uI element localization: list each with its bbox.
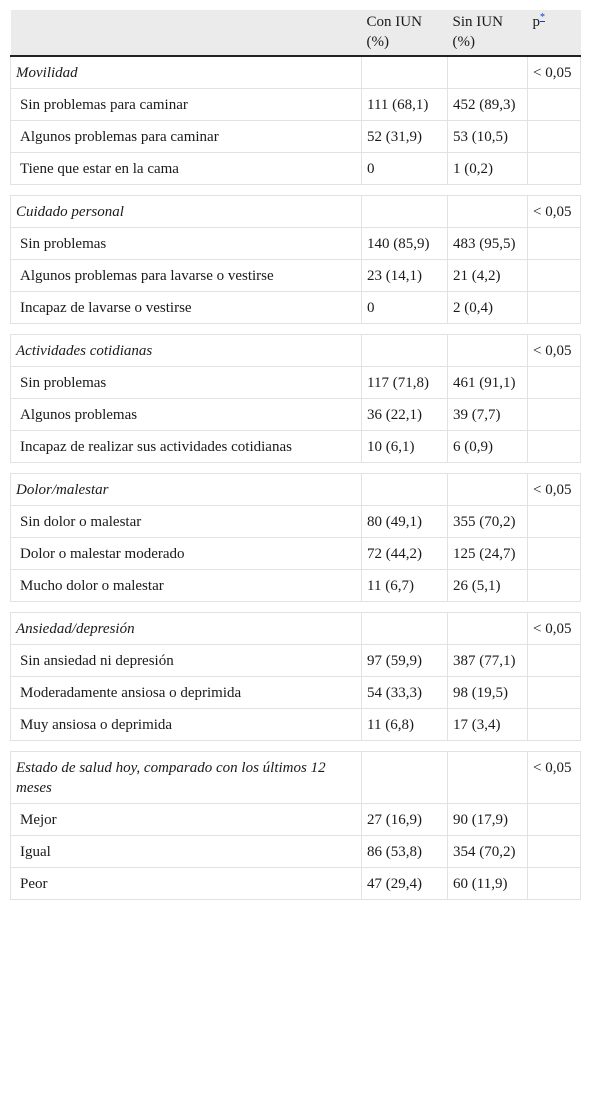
section-sin-cell (448, 752, 528, 804)
con-iun-value: 86 (53,8) (362, 836, 448, 868)
p-value-cell (528, 804, 581, 836)
sin-iun-value: 452 (89,3) (448, 89, 528, 121)
header-p-label: p (532, 14, 540, 30)
table-row (11, 836, 581, 868)
spacer-cell (448, 185, 528, 196)
section-sin-cell (448, 335, 528, 367)
table-row (11, 153, 581, 185)
spacer-cell (362, 463, 448, 474)
table-row (11, 121, 581, 153)
spacer-cell (448, 463, 528, 474)
row-label: Sin ansiedad ni depresión (11, 645, 362, 677)
sin-iun-value: 387 (77,1) (448, 645, 528, 677)
p-value-cell (528, 228, 581, 260)
table-row (11, 506, 581, 538)
p-value-cell (528, 292, 581, 324)
p-value-cell (528, 538, 581, 570)
row-label: Peor (11, 868, 362, 900)
row-label: Sin problemas (11, 367, 362, 399)
sin-iun-value: 354 (70,2) (448, 836, 528, 868)
sin-iun-value: 6 (0,9) (448, 431, 528, 463)
table-row (11, 292, 581, 324)
section-sin-cell (448, 474, 528, 506)
row-label: Algunos problemas para caminar (11, 121, 362, 153)
con-iun-value: 117 (71,8) (362, 367, 448, 399)
table-body (11, 56, 581, 900)
section-con-cell (362, 474, 448, 506)
con-iun-value: 27 (16,9) (362, 804, 448, 836)
section-p-value: < 0,05 (528, 752, 581, 804)
spacer-cell (362, 741, 448, 752)
con-iun-value: 10 (6,1) (362, 431, 448, 463)
spacer-cell (528, 185, 581, 196)
section-title: Movilidad (11, 56, 362, 89)
sin-iun-value: 355 (70,2) (448, 506, 528, 538)
p-value-cell (528, 260, 581, 292)
con-iun-value: 0 (362, 153, 448, 185)
p-value-cell (528, 868, 581, 900)
p-value-cell (528, 121, 581, 153)
spacer-cell (448, 324, 528, 335)
con-iun-value: 72 (44,2) (362, 538, 448, 570)
section-spacer (11, 463, 581, 474)
row-label: Sin problemas (11, 228, 362, 260)
table-row (11, 570, 581, 602)
table-row (11, 804, 581, 836)
row-label: Moderadamente ansiosa o deprimida (11, 677, 362, 709)
spacer-cell (11, 602, 362, 613)
section-row (11, 474, 581, 506)
sin-iun-value: 483 (95,5) (448, 228, 528, 260)
sin-iun-value: 39 (7,7) (448, 399, 528, 431)
section-spacer (11, 185, 581, 196)
section-title: Ansiedad/depresión (11, 613, 362, 645)
con-iun-value: 23 (14,1) (362, 260, 448, 292)
header-sin-iun: Sin IUN (%) (448, 10, 528, 56)
section-spacer (11, 602, 581, 613)
sin-iun-value: 21 (4,2) (448, 260, 528, 292)
spacer-cell (448, 602, 528, 613)
con-iun-value: 140 (85,9) (362, 228, 448, 260)
table-row (11, 89, 581, 121)
con-iun-value: 47 (29,4) (362, 868, 448, 900)
table-row (11, 399, 581, 431)
section-title: Actividades cotidianas (11, 335, 362, 367)
section-title: Cuidado personal (11, 196, 362, 228)
section-row (11, 196, 581, 228)
row-label: Algunos problemas para lavarse o vestirse (11, 260, 362, 292)
section-spacer (11, 741, 581, 752)
con-iun-value: 11 (6,7) (362, 570, 448, 602)
header-p-value (528, 10, 581, 56)
row-label: Mucho dolor o malestar (11, 570, 362, 602)
spacer-cell (362, 324, 448, 335)
p-value-cell (528, 89, 581, 121)
footnote-link[interactable]: * (540, 12, 545, 23)
header-dimension (11, 10, 362, 56)
row-label: Dolor o malestar moderado (11, 538, 362, 570)
section-p-value: < 0,05 (528, 474, 581, 506)
table-row (11, 868, 581, 900)
spacer-cell (11, 185, 362, 196)
section-row (11, 56, 581, 89)
table-row (11, 260, 581, 292)
sin-iun-value: 53 (10,5) (448, 121, 528, 153)
row-label: Incapaz de lavarse o vestirse (11, 292, 362, 324)
p-value-cell (528, 506, 581, 538)
spacer-cell (528, 602, 581, 613)
sin-iun-value: 1 (0,2) (448, 153, 528, 185)
p-value-cell (528, 570, 581, 602)
con-iun-value: 0 (362, 292, 448, 324)
row-label: Muy ansiosa o deprimida (11, 709, 362, 741)
con-iun-value: 52 (31,9) (362, 121, 448, 153)
section-row (11, 335, 581, 367)
table-row (11, 677, 581, 709)
section-con-cell (362, 335, 448, 367)
section-sin-cell (448, 613, 528, 645)
section-p-value: < 0,05 (528, 56, 581, 89)
p-value-cell (528, 645, 581, 677)
spacer-cell (528, 741, 581, 752)
p-value-cell (528, 431, 581, 463)
table-row (11, 228, 581, 260)
section-con-cell (362, 752, 448, 804)
row-label: Incapaz de realizar sus actividades cotidianas (11, 431, 362, 463)
row-label: Igual (11, 836, 362, 868)
con-iun-value: 111 (68,1) (362, 89, 448, 121)
p-value-cell (528, 677, 581, 709)
sin-iun-value: 461 (91,1) (448, 367, 528, 399)
con-iun-value: 36 (22,1) (362, 399, 448, 431)
eq5d-table (10, 10, 581, 900)
sin-iun-value: 2 (0,4) (448, 292, 528, 324)
header-row (11, 10, 581, 56)
spacer-cell (448, 741, 528, 752)
con-iun-value: 80 (49,1) (362, 506, 448, 538)
table-row (11, 709, 581, 741)
row-label: Tiene que estar en la cama (11, 153, 362, 185)
section-con-cell (362, 196, 448, 228)
row-label: Sin dolor o malestar (11, 506, 362, 538)
section-p-value: < 0,05 (528, 335, 581, 367)
spacer-cell (528, 463, 581, 474)
row-label: Algunos problemas (11, 399, 362, 431)
spacer-cell (362, 185, 448, 196)
sin-iun-value: 17 (3,4) (448, 709, 528, 741)
spacer-cell (11, 463, 362, 474)
row-label: Sin problemas para caminar (11, 89, 362, 121)
section-row (11, 752, 581, 804)
p-value-cell (528, 153, 581, 185)
table-row (11, 538, 581, 570)
section-p-value: < 0,05 (528, 613, 581, 645)
section-sin-cell (448, 56, 528, 89)
p-value-cell (528, 709, 581, 741)
table-row (11, 431, 581, 463)
spacer-cell (11, 741, 362, 752)
table-row (11, 645, 581, 677)
section-con-cell (362, 613, 448, 645)
section-row (11, 613, 581, 645)
p-value-cell (528, 836, 581, 868)
section-con-cell (362, 56, 448, 89)
con-iun-value: 54 (33,3) (362, 677, 448, 709)
sin-iun-value: 90 (17,9) (448, 804, 528, 836)
section-title: Estado de salud hoy, comparado con los últimos 12 meses (11, 752, 362, 804)
section-sin-cell (448, 196, 528, 228)
sin-iun-value: 125 (24,7) (448, 538, 528, 570)
sin-iun-value: 98 (19,5) (448, 677, 528, 709)
table-header (11, 10, 581, 56)
header-con-iun: Con IUN (%) (362, 10, 448, 56)
spacer-cell (362, 602, 448, 613)
p-value-cell (528, 399, 581, 431)
table-container (10, 10, 580, 900)
row-label: Mejor (11, 804, 362, 836)
sin-iun-value: 26 (5,1) (448, 570, 528, 602)
p-value-cell (528, 367, 581, 399)
sin-iun-value: 60 (11,9) (448, 868, 528, 900)
spacer-cell (528, 324, 581, 335)
table-row (11, 367, 581, 399)
section-p-value: < 0,05 (528, 196, 581, 228)
spacer-cell (11, 324, 362, 335)
con-iun-value: 11 (6,8) (362, 709, 448, 741)
con-iun-value: 97 (59,9) (362, 645, 448, 677)
section-spacer (11, 324, 581, 335)
section-title: Dolor/malestar (11, 474, 362, 506)
